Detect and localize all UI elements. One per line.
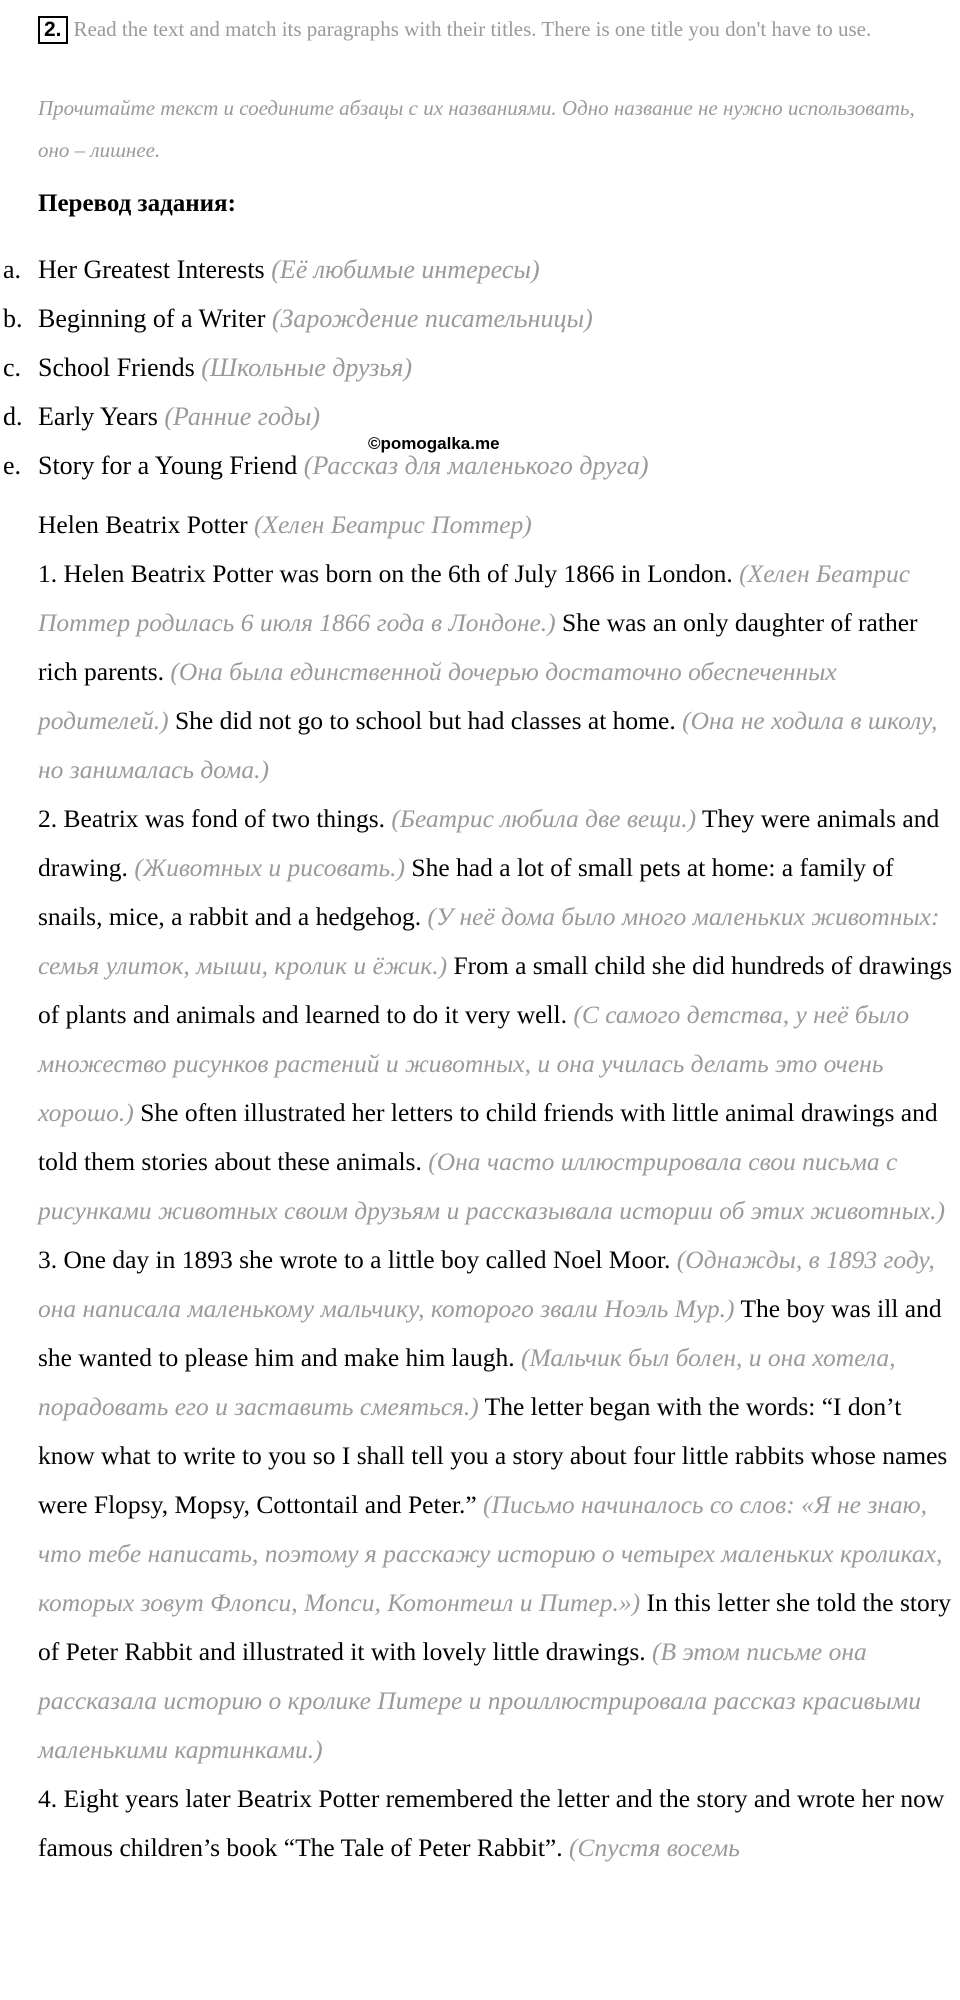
- sentence-ru: (В этом письме она рассказала историю о кролике Питере и проиллюстрировала рассказ красивыми маленькими картинками.): [38, 1637, 921, 1764]
- sentence-ru: (Она часто иллюстрировала свои письма с рисунками животных своим друзьям и рассказывала истории об этих животных.): [38, 1147, 946, 1225]
- sentence-ru: (У неё дома было много маленьких животных: семья улиток, мыши, кролик и ёжик.): [38, 902, 940, 980]
- sentence-en: 3. One day in 1893 she wrote to a little boy called Noel Moor.: [38, 1245, 671, 1274]
- sentence-ru: (С самого детства, у неё было множество рисунков растений и животных, и она училась делать это очень хорошо.): [38, 1000, 910, 1127]
- paragraph-4: [38, 1774, 954, 1872]
- paragraph-3: [38, 1235, 954, 1774]
- task-instruction-ru: Прочитайте текст и соедините абзацы с их названиями. Одно название не нужно использовать, оно – лишнее.: [38, 96, 915, 162]
- option-title: Early Years: [38, 402, 158, 431]
- option-translation: (Её любимые интересы): [271, 255, 540, 284]
- sentence-ru: (Беатрис любила две вещи.): [391, 804, 697, 833]
- sentence-ru: (Животных и рисовать.): [134, 853, 406, 882]
- title-en: Helen Beatrix Potter: [38, 510, 248, 539]
- text-body: [38, 500, 954, 1872]
- option-letter: c.: [3, 353, 22, 382]
- sentence-en: She was an only daughter of rather rich parents.: [38, 608, 918, 686]
- option-letter: b.: [3, 304, 23, 333]
- option-title: Beginning of a Writer: [38, 304, 266, 333]
- option-letter: d.: [3, 402, 23, 431]
- task-number: 2.: [38, 16, 68, 44]
- title-ru: (Хелен Беатрис Поттер): [253, 510, 532, 539]
- option-translation: (Зарождение писательницы): [271, 304, 593, 333]
- sentence-en: The boy was ill and she wanted to please him and make him laugh.: [38, 1294, 942, 1372]
- option-letter: e.: [3, 451, 22, 480]
- option-title: Her Greatest Interests: [38, 255, 265, 284]
- sentence-en: She did not go to school but had classes at home.: [174, 706, 676, 735]
- task-instruction: [38, 8, 948, 50]
- option-translation: (Ранние годы): [164, 402, 320, 431]
- sentence-en: She often illustrated her letters to child friends with little animal drawings and told them stories about these animals.: [38, 1098, 938, 1176]
- sentence-ru: (Однажды, в 1893 году, она написала маленькому мальчику, которого звали Ноэль Мур.): [38, 1245, 935, 1323]
- sentence-ru: (Спустя восемь: [568, 1833, 740, 1862]
- option-letter: a.: [3, 255, 22, 284]
- sentence-en: From a small child she did hundreds of drawings of plants and animals and learned to do it very well.: [38, 951, 953, 1029]
- sentence-ru: (Письмо начиналось со слов: «Я не знаю, что тебе написать, поэтому я расскажу историю о четырех маленьких кроликах, которых зовут Флопси, Мопси, Котонтеил и Питер.»): [38, 1490, 943, 1617]
- option-title: School Friends: [38, 353, 195, 382]
- sentence-ru: (Хелен Беатрис Поттер родилась 6 июля 1866 года в Лондоне.): [38, 559, 911, 637]
- sentence-ru: (Она была единственной дочерью достаточно обеспеченных родителей.): [38, 657, 837, 735]
- sentence-ru: (Она не ходила в школу, но занималась дома.): [38, 706, 938, 784]
- sentence-en: They were animals and drawing.: [38, 804, 940, 882]
- option-title: Story for a Young Friend: [38, 451, 298, 480]
- option-translation: (Школьные друзья): [201, 353, 412, 382]
- sentence-en: The letter began with the words: “I don’t know what to write to you so I shall tell you a story about four little rabbits whose names were Flopsy, Mopsy, Cottontail and Peter.”: [38, 1392, 948, 1519]
- task-instruction-en: Read the text and match its paragraphs with their titles. There is one title you don't have to use.: [73, 17, 872, 41]
- paragraph-2: [38, 794, 954, 1235]
- sentence-en: 4. Eight years later Beatrix Potter remembered the letter and the story and wrote her now famous children’s book “The Tale of Peter Rabbit”.: [38, 1784, 945, 1862]
- option-translation: (Рассказ для маленького друга): [303, 451, 649, 480]
- sentence-en: 2. Beatrix was fond of two things.: [38, 804, 386, 833]
- sentence-ru: (Мальчик был болен, и она хотела, порадовать его и заставить смеяться.): [38, 1343, 896, 1421]
- sentence-en: She had a lot of small pets at home: a family of snails, mice, a rabbit and a hedgehog.: [38, 853, 894, 931]
- watermark: ©pomogalka.me: [368, 434, 500, 453]
- sentence-en: 1. Helen Beatrix Potter was born on the 6th of July 1866 in London.: [38, 559, 733, 588]
- sentence-en: In this letter she told the story of Peter Rabbit and illustrated it with lovely little drawings.: [38, 1588, 951, 1666]
- translation-heading: Перевод задания:: [38, 190, 236, 217]
- paragraph-1: [38, 549, 954, 794]
- text-title: [38, 500, 954, 549]
